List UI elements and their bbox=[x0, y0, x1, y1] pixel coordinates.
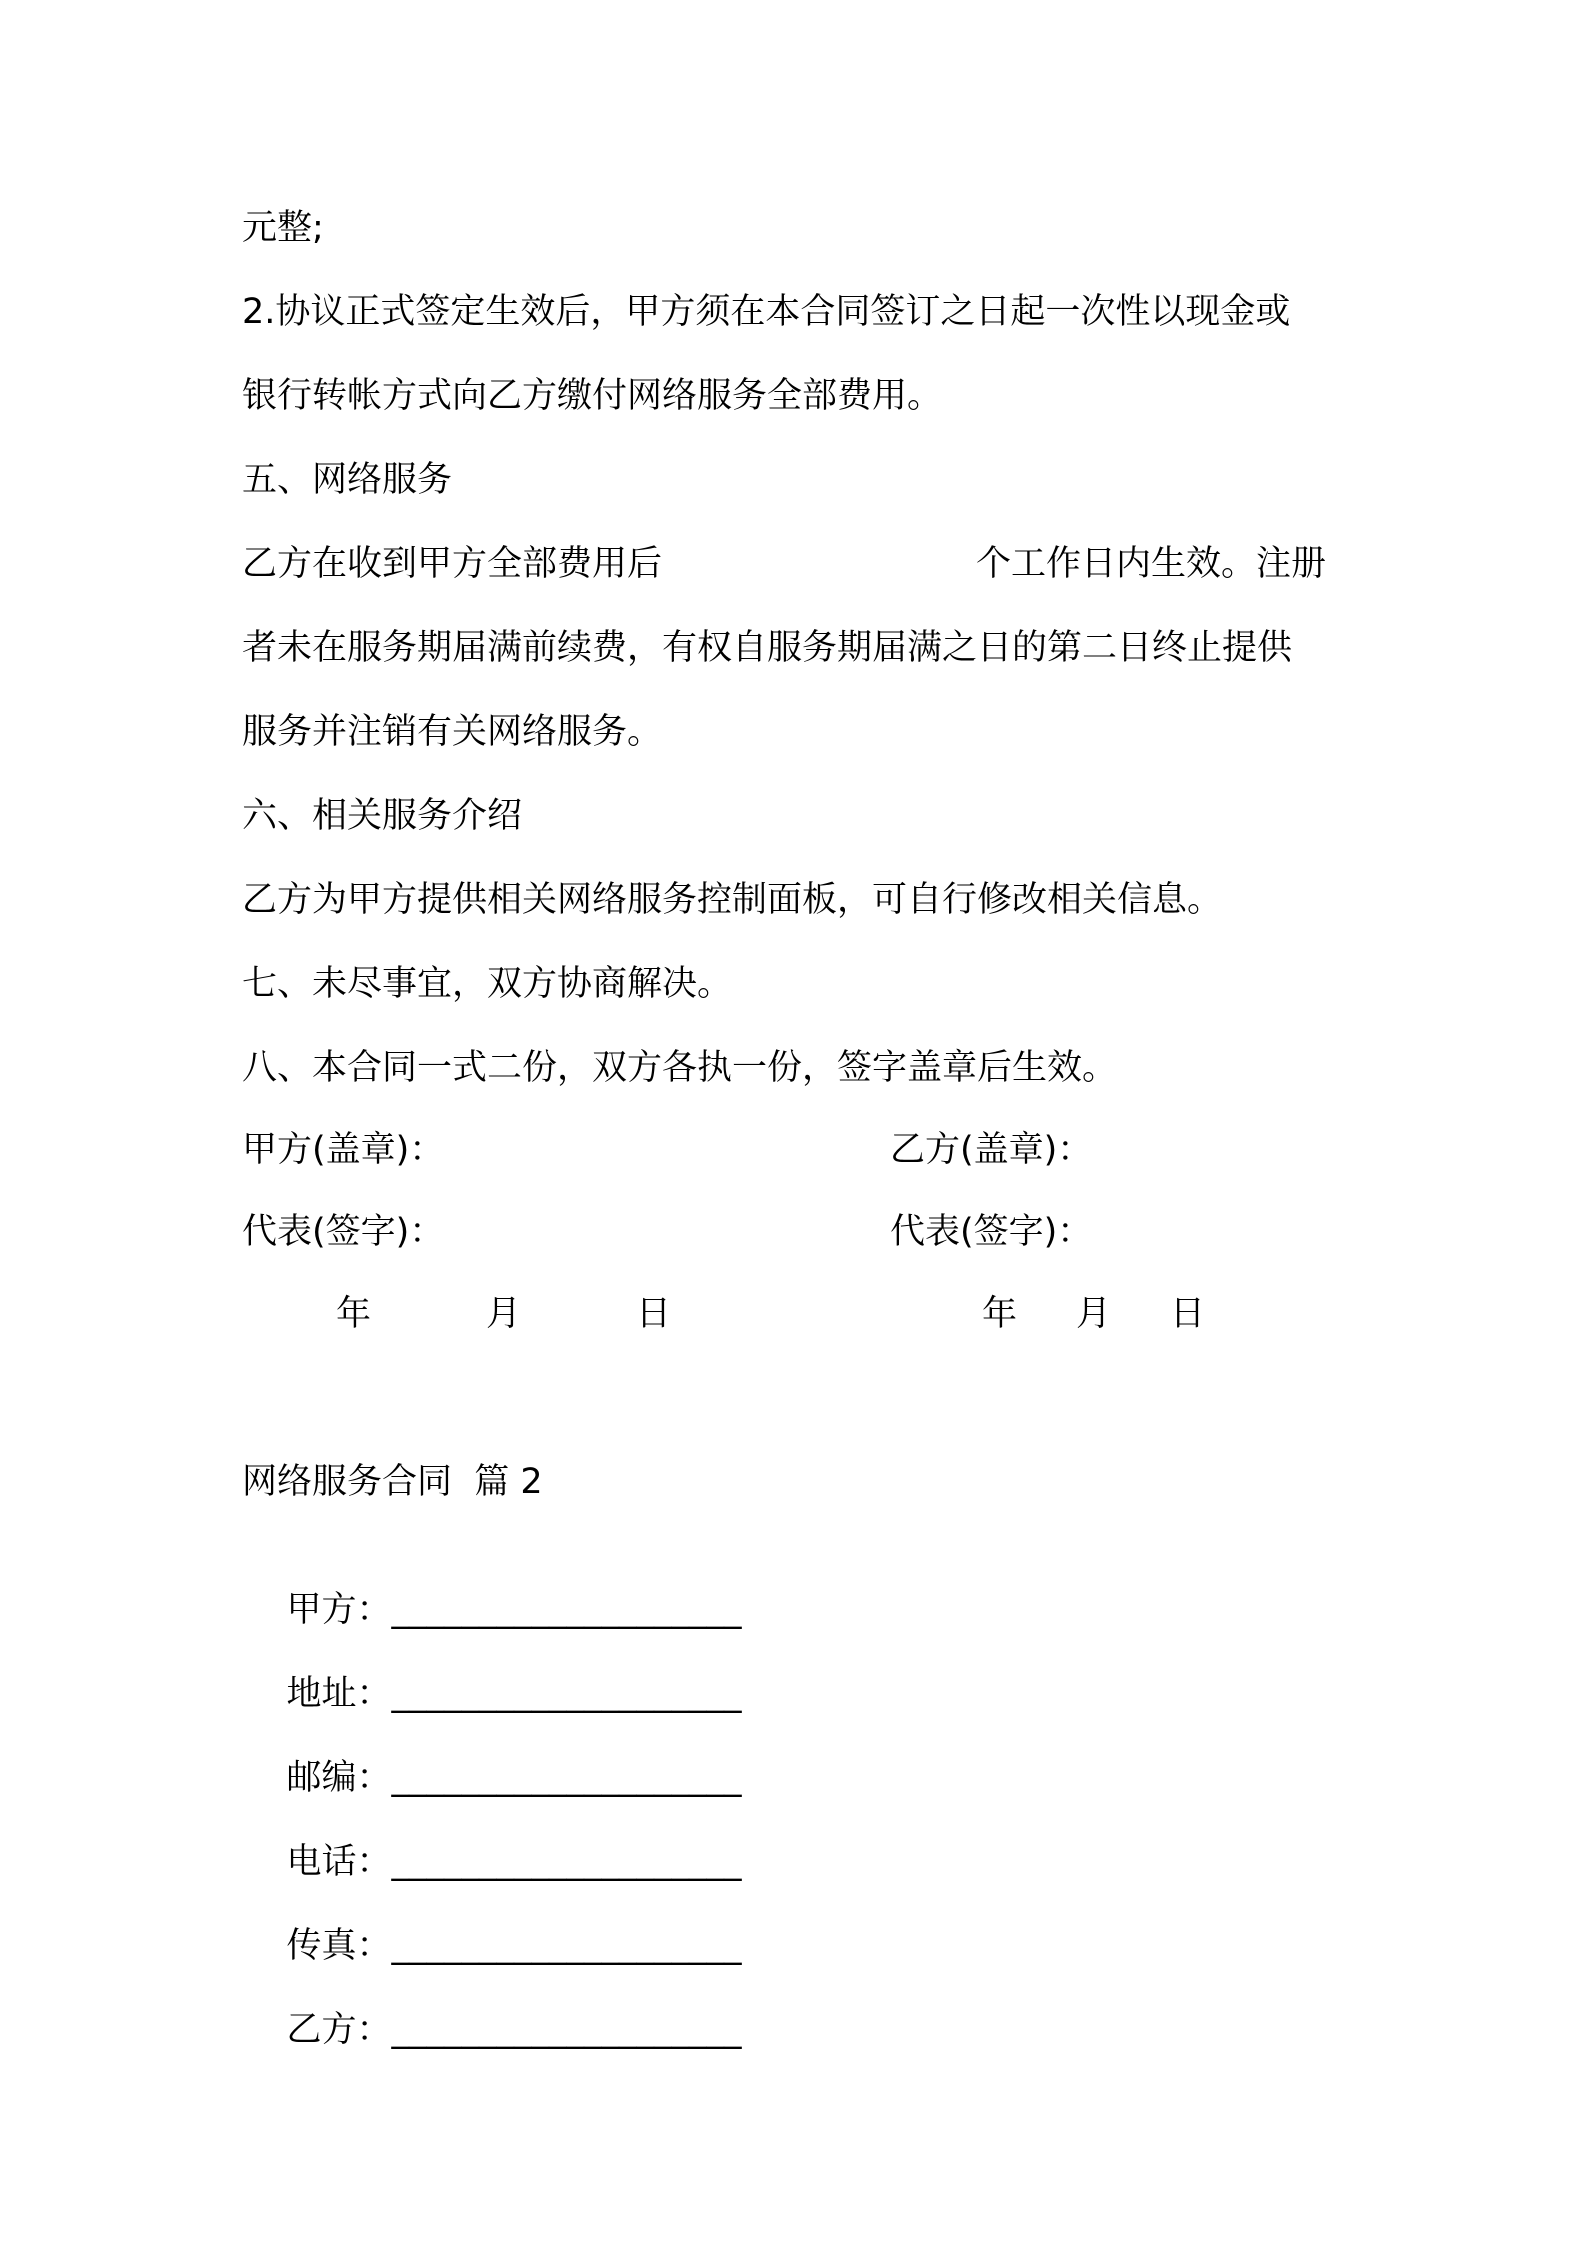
paragraph-amount-end: 元整; bbox=[242, 208, 324, 248]
party-b-seal-label: 乙方(盖章)： bbox=[890, 1130, 1093, 1170]
date-b-month: 月 bbox=[1076, 1294, 1112, 1334]
date-a-day: 日 bbox=[636, 1294, 672, 1334]
field-label: 地址： bbox=[286, 1674, 392, 1714]
field-blank: ____________________ bbox=[391, 2010, 742, 2050]
contract2-title: 网络服务合同 篇 2 bbox=[242, 1462, 543, 1502]
section5-line3: 服务并注销有关网络服务。 bbox=[242, 712, 663, 752]
party-a-rep-label: 代表(签字)： bbox=[242, 1212, 445, 1252]
field-blank: ____________________ bbox=[391, 1674, 742, 1714]
field-label: 邮编： bbox=[286, 1758, 392, 1798]
field-blank: ____________________ bbox=[391, 1758, 742, 1798]
section6-body: 乙方为甲方提供相关网络服务控制面板，可自行修改相关信息。 bbox=[242, 880, 1223, 920]
field-label: 甲方： bbox=[286, 1590, 392, 1630]
section5-line1-part2: 个工作日内生效。注册 bbox=[976, 544, 1327, 584]
paragraph-payment-line1: 2.协议正式签定生效后，甲方须在本合同签订之日起一次性以现金或 bbox=[242, 292, 1291, 332]
section5-line1-part1: 乙方在收到甲方全部费用后 bbox=[242, 544, 663, 584]
section5-heading: 五、网络服务 bbox=[242, 460, 453, 500]
field-label: 传真： bbox=[286, 1926, 392, 1966]
field-blank: ____________________ bbox=[391, 1842, 742, 1882]
field-label: 乙方： bbox=[286, 2010, 392, 2050]
section8: 八、本合同一式二份，双方各执一份，签字盖章后生效。 bbox=[242, 1048, 1118, 1088]
party-b-rep-label: 代表(签字)： bbox=[890, 1212, 1093, 1252]
date-b-year: 年 bbox=[982, 1294, 1018, 1334]
date-a-month: 月 bbox=[486, 1294, 522, 1334]
party-a-seal-label: 甲方(盖章)： bbox=[242, 1130, 445, 1170]
field-blank: ____________________ bbox=[391, 1926, 742, 1966]
contract2-field-party-b bbox=[242, 1964, 742, 2096]
date-a-year: 年 bbox=[336, 1294, 372, 1334]
section5-line2: 者未在服务期届满前续费，有权自服务期届满之日的第二日终止提供 bbox=[242, 628, 1293, 668]
field-label: 电话： bbox=[286, 1842, 392, 1882]
section7: 七、未尽事宜，双方协商解决。 bbox=[242, 964, 733, 1004]
field-blank: ____________________ bbox=[391, 1590, 742, 1630]
section6-heading: 六、相关服务介绍 bbox=[242, 796, 523, 836]
date-b-day: 日 bbox=[1170, 1294, 1206, 1334]
paragraph-payment-line2: 银行转帐方式向乙方缴付网络服务全部费用。 bbox=[242, 376, 943, 416]
